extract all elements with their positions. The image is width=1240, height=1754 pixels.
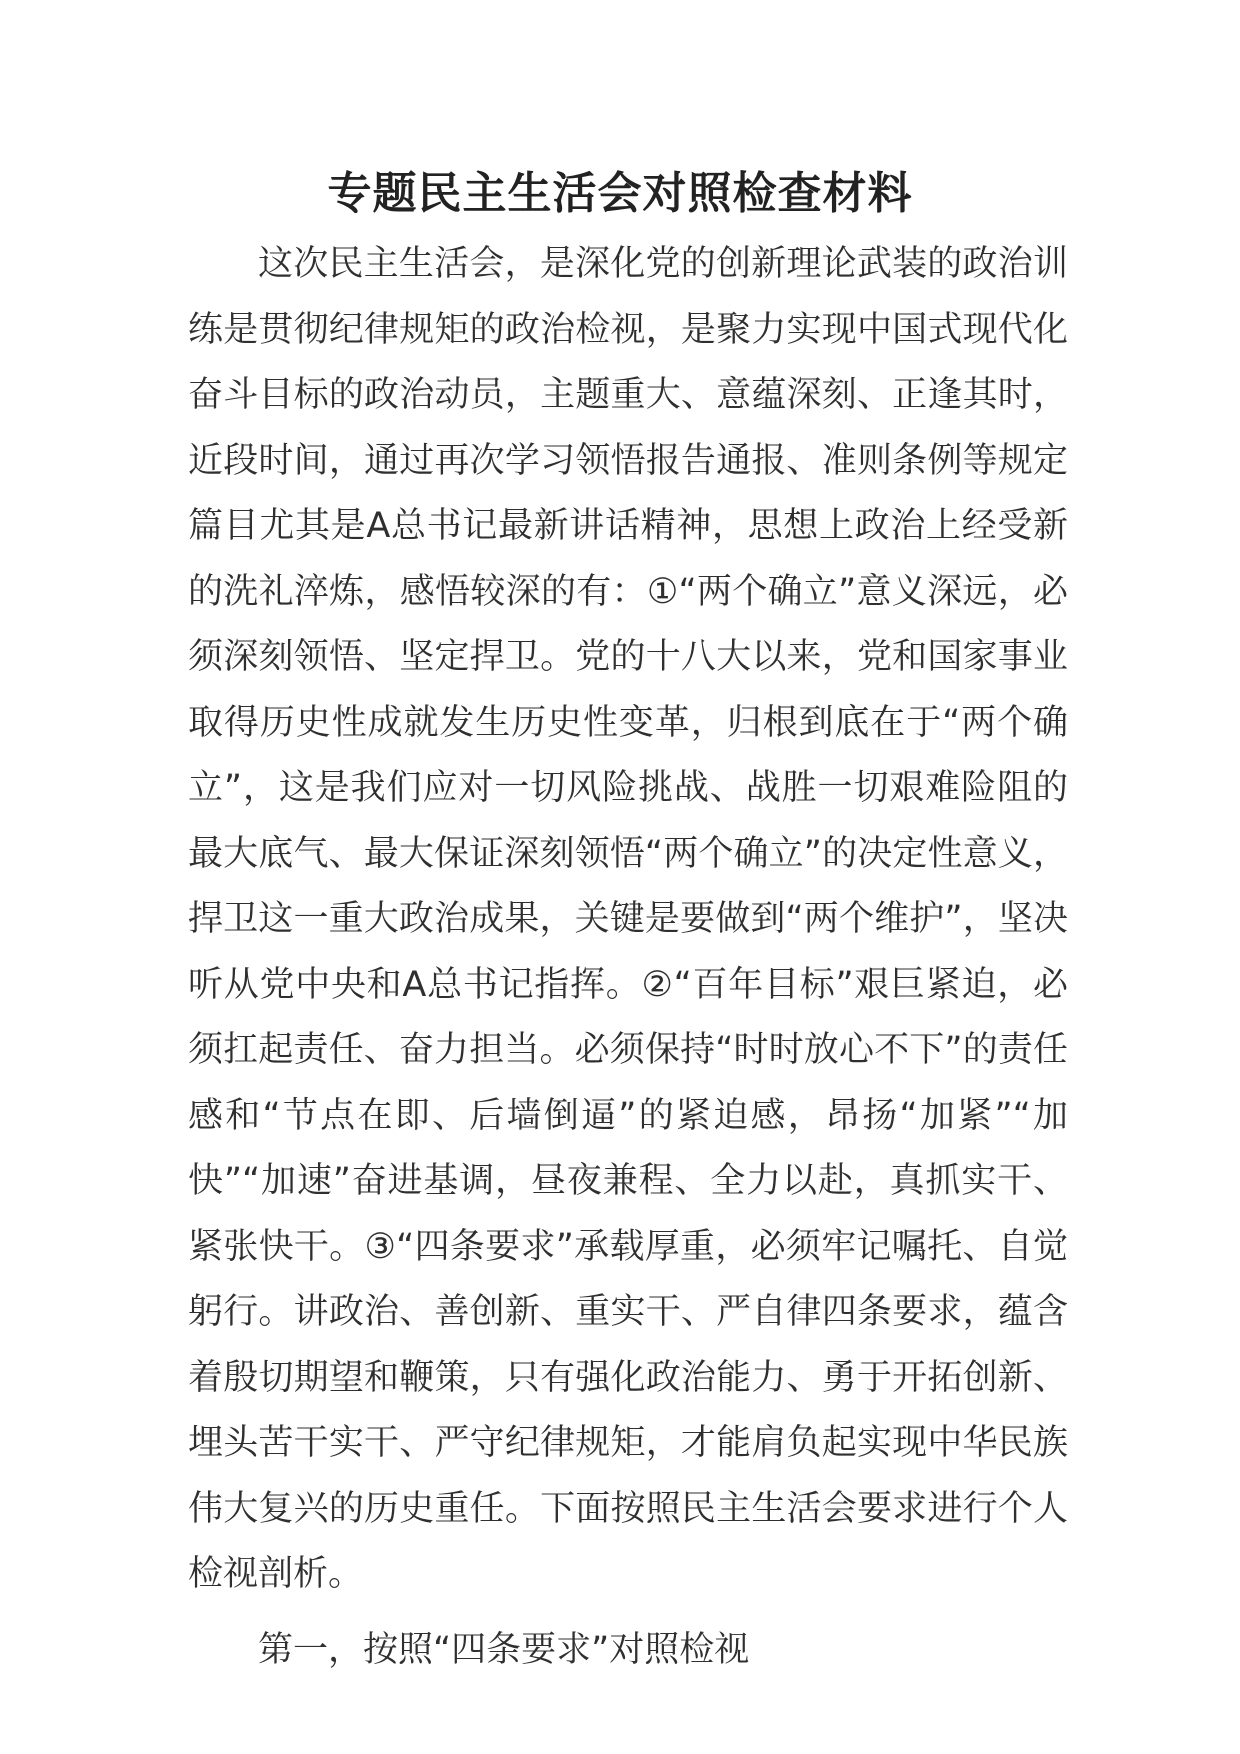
paragraph-intro: 这次民主生活会，是深化党的创新理论武装的政治训练是贯彻纪律规矩的政治检视，是聚力实现中国式现代化奋斗目标的政治动员，主题重大、意蕴深刻、正逢其时，近段时间，通过再次学习领悟报告通报、准则条例等规定篇目尤其是A总书记最新讲话精神，思想上政治上经受新的洗礼淬炼，感悟较深的有：①“两个确立”意义深远，必须深刻领悟、坚定捍卫。党的十八大以来，党和国家事业取得历史性成就发生历史性变革，归根到底在于“两个确立”，这是我们应对一切风险挑战、战胜一切艰难险阻的最大底气、最大保证深刻领悟“两个确立”的决定性意义，捍卫这一重大政治成果，关键是要做到“两个维护”，坚决听从党中央和A总书记指挥。②“百年目标”艰巨紧迫，必须扛起责任、奋力担当。必须保持“时时放心不下”的责任感和“节点在即、后墙倒逼”的紧迫感，昂扬“加紧”“加快”“加速”奋进基调，昼夜兼程、全力以赴，真抓实干、紧张快干。③“四条要求”承载厚重，必须牢记嘱托、自觉躬行。讲政治、善创新、重实干、严自律四条要求，蕴含着殷切期望和鞭策，只有强化政治能力、勇于开拓创新、埋头苦干实干、严守纪律规矩，才能肩负起实现中华民族伟大复兴的历史重任。下面按照民主生活会要求进行个人检视剖析。 [188, 244, 1068, 1594]
paragraph-section-heading: 第一，按照“四条要求”对照检视 [258, 1629, 750, 1670]
document-title: 专题民主生活会对照检查材料 [327, 168, 913, 219]
document-body [188, 232, 1068, 1683]
